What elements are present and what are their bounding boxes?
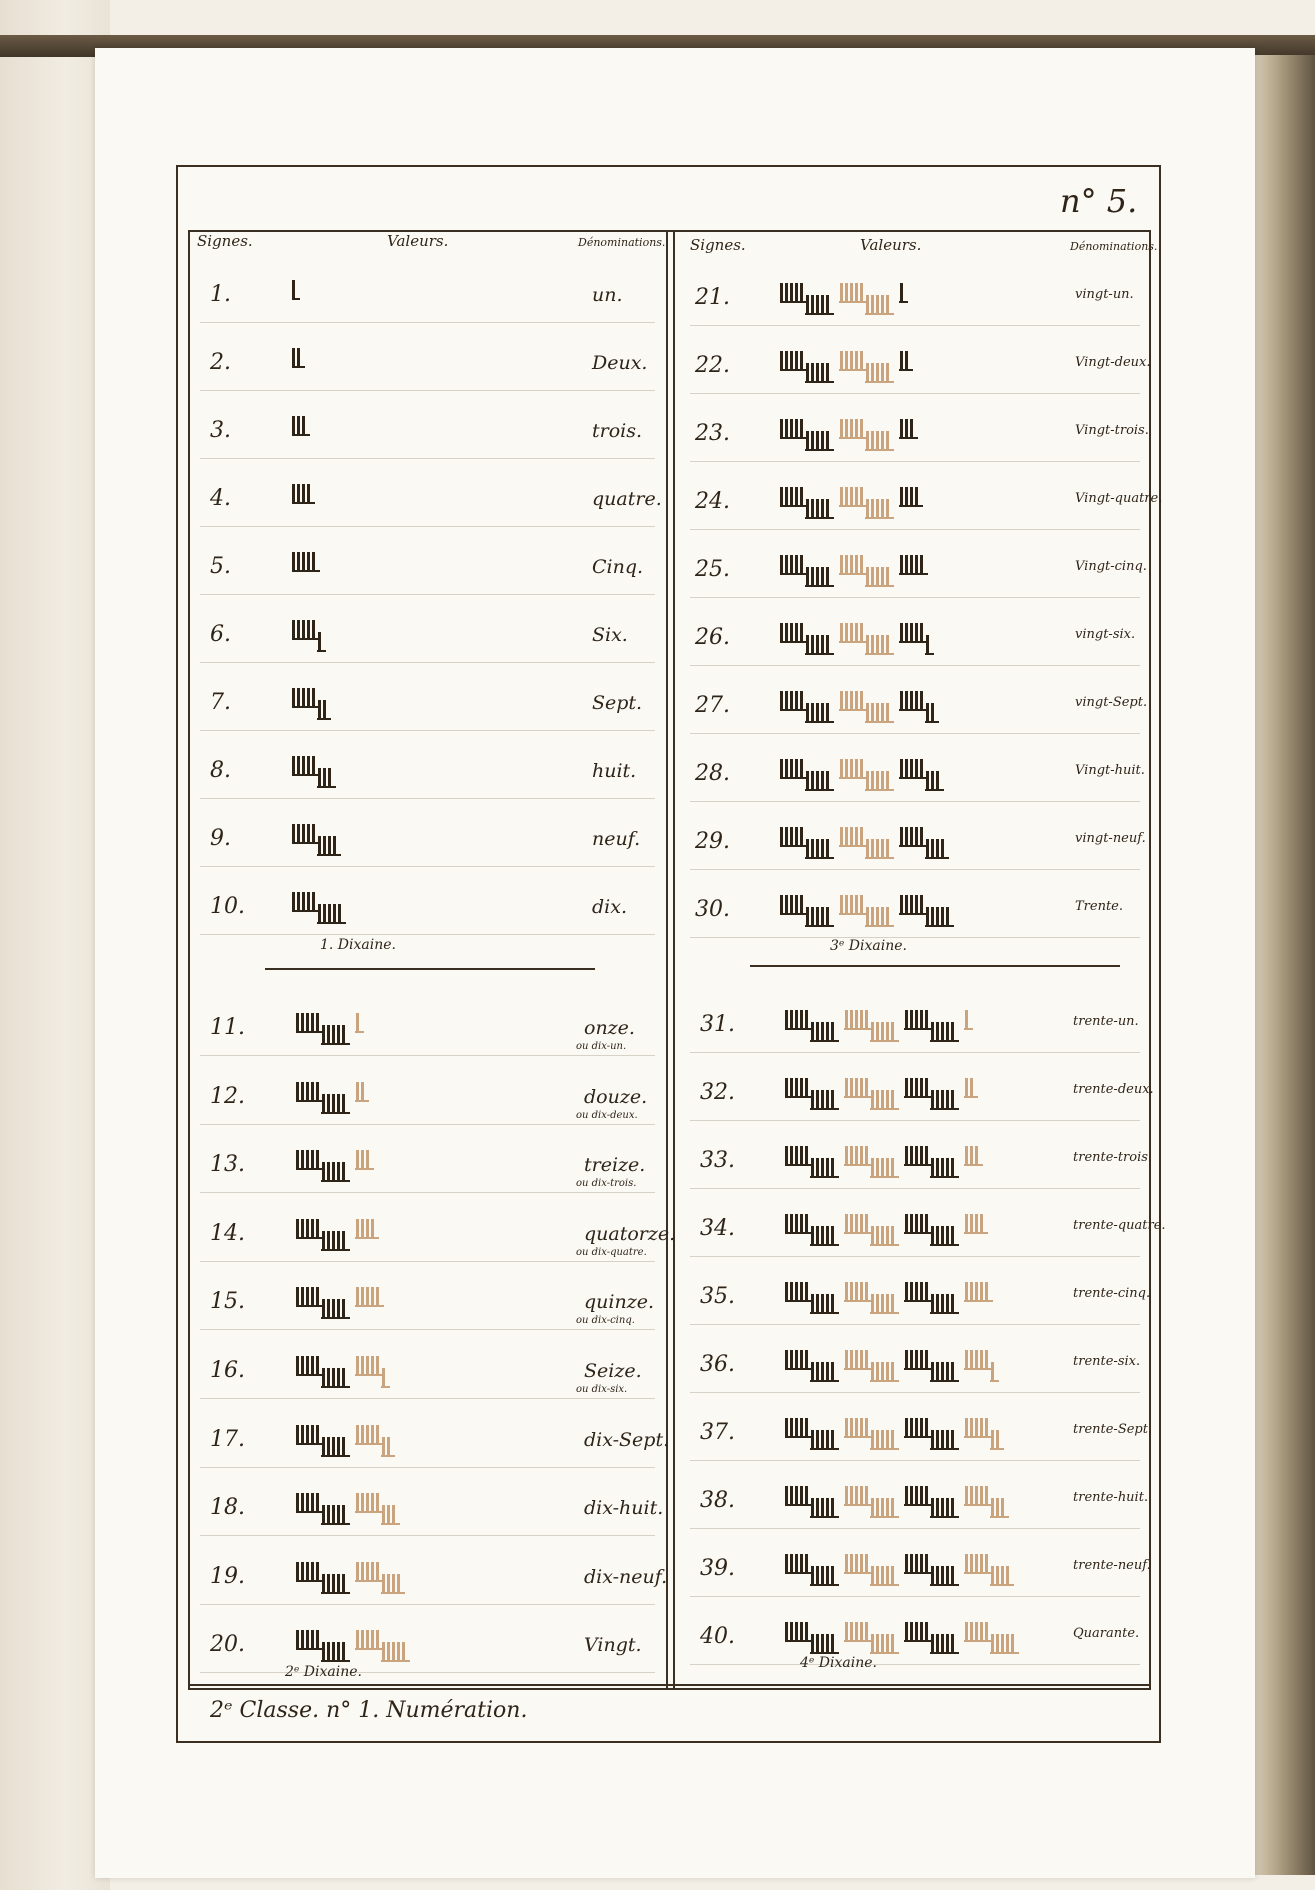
tally-marks [780,283,960,317]
row-sign: 2. [210,350,231,375]
tally-marks [292,484,352,518]
row-sign: 29. [695,829,730,854]
row-sign: 15. [210,1289,245,1315]
tally-marks [780,827,960,861]
ruled-line [200,934,655,935]
ruled-line [200,662,655,663]
tally-marks [296,1287,416,1321]
tally-marks [785,1554,1025,1588]
ruled-line [200,1261,655,1262]
ruled-line [200,390,655,391]
row-sign: 9. [210,826,231,851]
row-denomination: Vingt-deux. [1075,355,1151,370]
tally-marks [780,351,960,385]
tally-marks [785,1418,1025,1452]
row-denomination: Six. [592,624,628,646]
ruled-line [200,1192,655,1193]
ruled-line [690,393,1140,394]
row-denomination: dix-Sept. [584,1428,670,1451]
ruled-line [200,866,655,867]
row-denomination: Vingt-cinq. [1075,559,1147,574]
ruled-line [200,458,655,459]
row-denomination: dix. [592,896,627,918]
row-sign: 16. [210,1358,245,1383]
row-sign: 36. [700,1352,735,1377]
row-denomination: trente-neuf. [1073,1558,1151,1573]
ruled-line [690,801,1140,802]
row-sign: 18. [210,1495,245,1521]
row-sign: 19. [210,1563,245,1589]
row-denomination: vingt-Sept. [1075,695,1148,710]
row-sign: 27. [695,693,730,718]
row-sign: 6. [210,622,231,647]
row-sign: 38. [700,1488,735,1513]
ruled-line [690,869,1140,870]
ruled-line [690,1324,1140,1325]
row-sign: 25. [695,557,730,582]
row-alt-denomination: ou dix-trois. [576,1178,637,1190]
tally-marks [296,1082,416,1116]
column-divider [666,230,668,1690]
tally-marks [785,1350,1025,1384]
row-alt-denomination: ou dix-cinq. [576,1315,635,1327]
ruled-line [200,1329,655,1330]
row-alt-denomination: ou dix-un. [576,1041,627,1052]
tally-marks [292,620,352,654]
tally-marks [292,416,352,450]
row-sign: 4. [210,486,231,511]
header-signes: Signes. [197,232,253,250]
row-denomination: trente-un. [1073,1014,1139,1029]
ruled-line [690,937,1140,938]
ruled-line [690,1392,1140,1393]
tally-marks [292,824,352,858]
tally-marks [296,1425,416,1459]
ruled-line [690,597,1140,598]
ruled-line [690,1256,1140,1257]
ruled-line [200,526,655,527]
ruled-line [200,1535,655,1536]
row-sign: 10. [210,894,245,919]
tally-marks [785,1282,1025,1316]
row-denomination: quatre. [592,488,662,510]
column-divider [673,230,675,1690]
tally-marks [292,756,352,790]
row-denomination: onze. [584,1017,635,1039]
ruled-line [690,461,1140,462]
ruled-line [200,1467,655,1468]
row-denomination: Cinq. [592,556,644,578]
tally-marks [292,348,352,382]
header-valeurs: Valeurs. [860,236,922,254]
row-sign: 28. [695,761,730,786]
row-denomination: Quarante. [1073,1626,1140,1641]
row-denomination: trente-six. [1073,1354,1141,1369]
row-sign: 33. [700,1148,735,1173]
tally-marks [296,1562,416,1596]
row-denomination: vingt-un. [1075,287,1134,302]
row-denomination: Vingt. [584,1634,642,1657]
ruled-line [690,1052,1140,1053]
row-sign: 14. [210,1220,245,1246]
row-sign: 24. [695,489,730,514]
tally-marks [785,1010,1025,1044]
row-denomination: vingt-six. [1075,627,1136,642]
row-alt-denomination: ou dix-six. [576,1384,628,1395]
ruled-line [690,1664,1140,1665]
tally-marks [780,487,960,521]
header-denominations: Dénominations. [578,236,666,249]
ruled-line [200,1055,655,1056]
row-sign: 26. [695,625,730,650]
row-sign: 11. [210,1015,245,1040]
row-denomination: trente-Sept. [1073,1422,1153,1437]
row-denomination: dix-huit. [584,1497,664,1520]
header-valeurs: Valeurs. [387,232,449,250]
row-sign: 21. [695,285,730,310]
row-sign: 20. [210,1632,245,1658]
row-sign: 34. [700,1216,735,1241]
ruled-line [690,1460,1140,1461]
row-denomination: Vingt-trois. [1075,423,1149,438]
tally-marks [292,280,352,314]
section-caption: 3ᵉ Dixaine. [830,938,907,954]
row-denomination: Vingt-huit. [1075,763,1145,778]
row-sign: 23. [695,421,730,446]
row-sign: 12. [210,1083,245,1109]
ruled-line [690,1596,1140,1597]
row-denomination: trente-quatre. [1073,1218,1166,1233]
ruled-line [200,594,655,595]
row-sign: 7. [210,690,231,715]
tally-marks [780,759,960,793]
ruled-line [200,1604,655,1605]
row-denomination: treize. [584,1154,646,1177]
tally-marks [296,1013,416,1047]
row-denomination: trois. [592,420,643,442]
row-sign: 37. [700,1420,735,1445]
section-caption: 1. Dixaine. [320,937,396,953]
tally-marks [296,1219,416,1253]
footer-rule [188,1684,1151,1686]
row-alt-denomination: ou dix-deux. [576,1109,638,1121]
row-denomination: douze. [584,1085,648,1108]
tally-marks [292,552,352,586]
book-gutter [0,0,110,1890]
row-sign: 13. [210,1152,245,1178]
row-denomination: trente-huit. [1073,1490,1149,1505]
row-denomination: un. [592,284,623,306]
ruled-line [690,1120,1140,1121]
row-denomination: huit. [592,760,637,782]
row-denomination: Trente. [1075,899,1124,914]
row-denomination: trente-cinq. [1073,1286,1151,1301]
ruled-line [200,322,655,323]
page-number: n° 5. [1060,182,1138,220]
row-sign: 30. [695,897,730,922]
ruled-line [200,798,655,799]
ruled-line [200,730,655,731]
footer-caption: 2ᵉ Classe. n° 1. Numération. [210,1698,528,1723]
row-sign: 1. [210,282,231,307]
tally-marks [785,1486,1025,1520]
row-denomination: quinze. [584,1291,655,1314]
tally-marks [780,419,960,453]
ruled-line [200,1672,655,1673]
row-denomination: trente-deux. [1073,1082,1154,1097]
row-denomination: dix-neuf. [584,1565,668,1588]
tally-marks [296,1356,416,1390]
section-caption: 4ᵉ Dixaine. [800,1655,877,1671]
tally-marks [780,623,960,657]
row-denomination: Vingt-quatre. [1075,491,1163,506]
book-page-edges [1245,55,1315,1875]
tally-marks [785,1146,1025,1180]
row-denomination: Seize. [584,1360,642,1382]
row-denomination: Deux. [592,352,648,374]
row-denomination: quatorze. [584,1222,676,1245]
tally-marks [785,1078,1025,1112]
ruled-line [690,529,1140,530]
ruled-line [690,665,1140,666]
section-caption: 2ᵉ Dixaine. [285,1664,362,1680]
tally-marks [296,1630,476,1664]
ruled-line [690,325,1140,326]
tally-marks [296,1493,416,1527]
row-alt-denomination: ou dix-quatre. [576,1246,647,1258]
tally-marks [292,892,412,926]
ruled-line [690,733,1140,734]
row-denomination: neuf. [592,828,641,850]
section-separator [265,968,595,970]
row-sign: 5. [210,554,231,579]
ruled-line [690,1188,1140,1189]
row-sign: 40. [700,1624,735,1649]
tally-marks [785,1214,1025,1248]
tally-marks [780,691,960,725]
row-sign: 8. [210,758,231,783]
row-sign: 17. [210,1426,245,1452]
row-sign: 39. [700,1556,735,1581]
header-signes: Signes. [690,236,746,254]
row-sign: 22. [695,353,730,378]
section-separator [750,965,1120,967]
ruled-line [200,1398,655,1399]
row-denomination: vingt-neuf. [1075,831,1146,846]
row-denomination: trente-trois. [1073,1150,1153,1165]
row-denomination: Sept. [592,692,643,714]
tally-marks [780,555,960,589]
row-sign: 32. [700,1080,735,1105]
tally-marks [780,895,1020,929]
tally-marks [296,1150,416,1184]
row-sign: 3. [210,418,231,443]
ruled-line [200,1124,655,1125]
row-sign: 35. [700,1284,735,1309]
tally-marks [292,688,352,722]
row-sign: 31. [700,1012,735,1037]
ruled-line [690,1528,1140,1529]
tally-marks [785,1622,1085,1656]
header-denominations: Dénominations. [1070,240,1158,253]
